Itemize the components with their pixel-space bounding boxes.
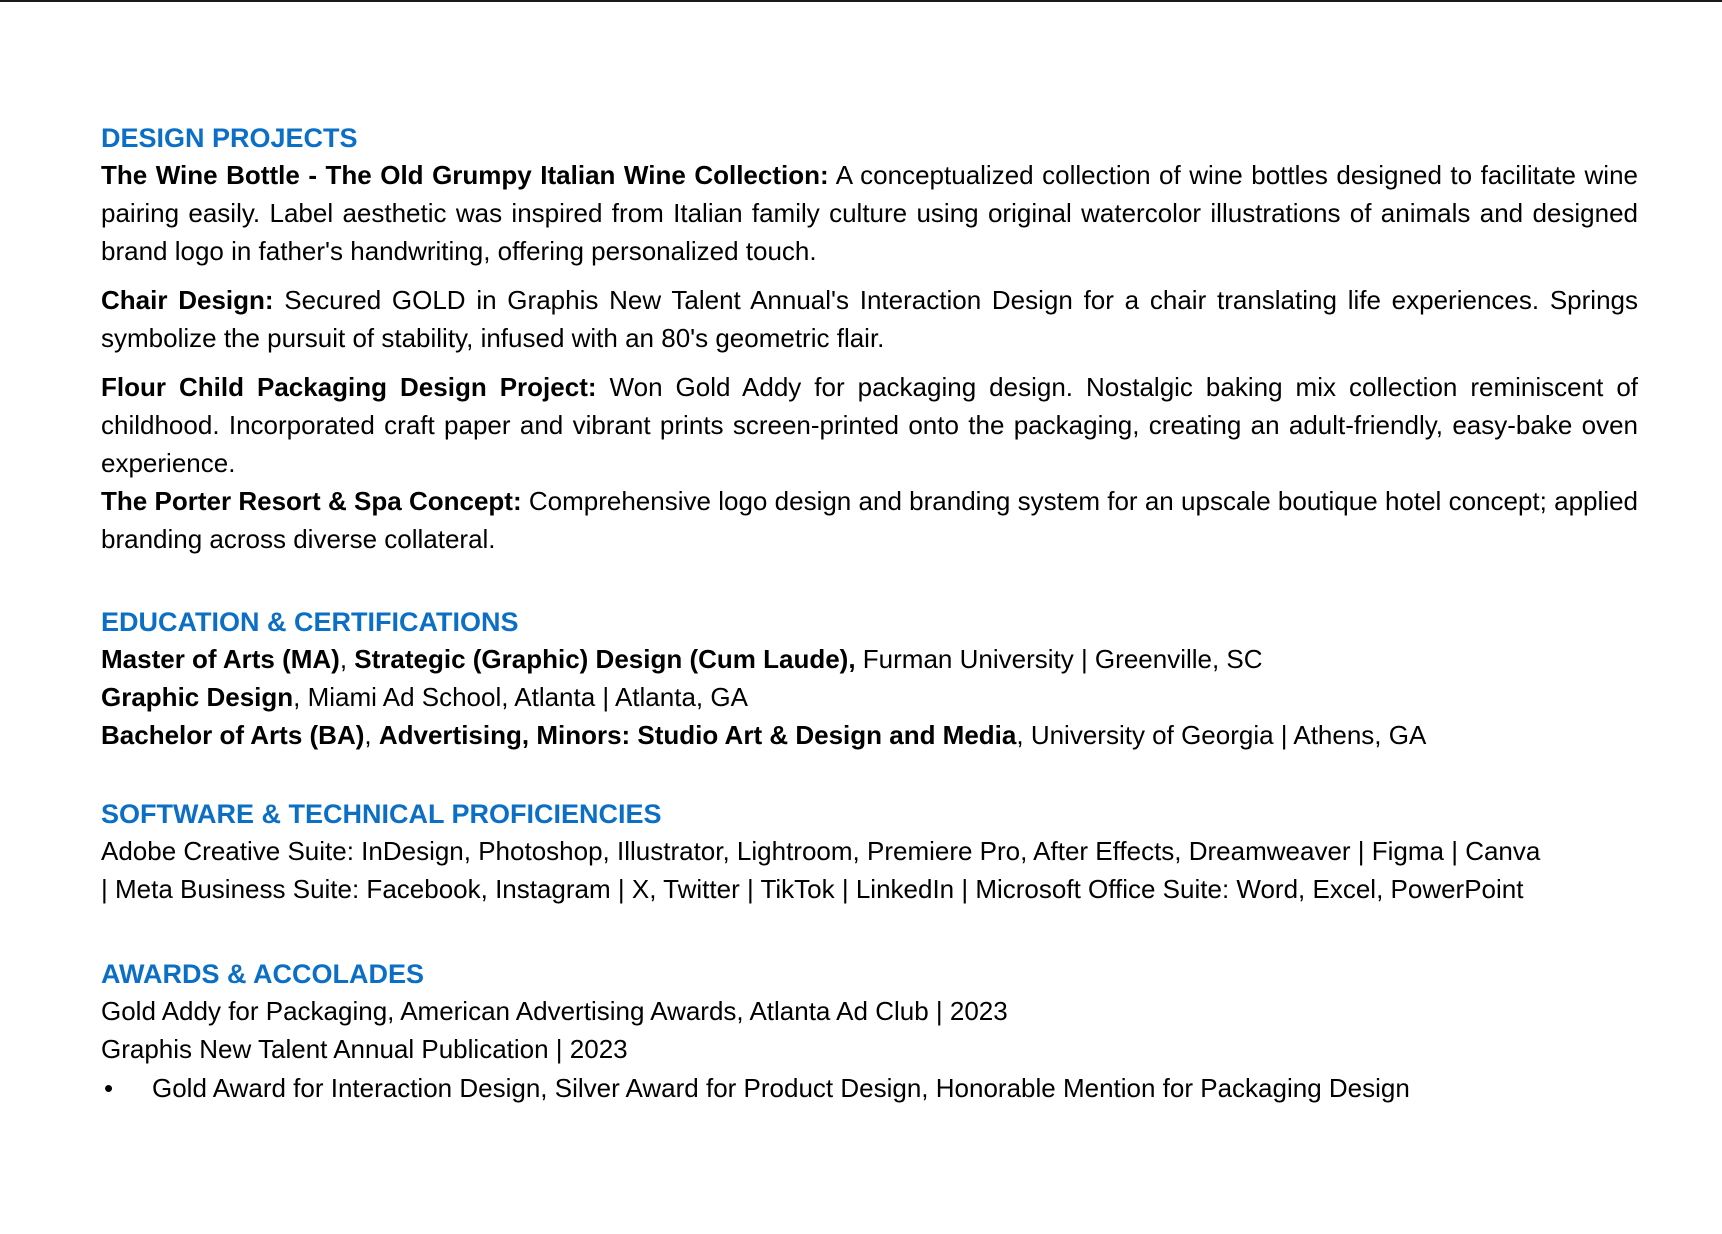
- project-title: The Wine Bottle - The Old Grumpy Italian Wine Collection:: [101, 160, 829, 190]
- school-name: , Miami Ad School, Atlanta | Atlanta, GA: [293, 682, 748, 712]
- education-section: [101, 604, 1426, 754]
- project-description: A conceptualized collection of wine bottles designed to facilitate wine pairing easily. Label aesthetic was inspired from Italian family culture using original watercolor illustrations of animals and designed brand logo in father's handwriting, offering personalized touch.: [101, 160, 1638, 266]
- project-wine-bottle: [101, 156, 1638, 270]
- software-heading: SOFTWARE & TECHNICAL PROFICIENCIES: [101, 799, 662, 829]
- design-projects-heading: DESIGN PROJECTS: [101, 123, 358, 153]
- separator: ,: [339, 644, 355, 674]
- project-description: Comprehensive logo design and branding system for an upscale boutique hotel concept; applied branding across diverse collateral.: [101, 486, 1638, 554]
- software-line-1: Adobe Creative Suite: InDesign, Photoshop, Illustrator, Lightroom, Premiere Pro, After Effects, Dreamweaver | Figma | Canva: [101, 836, 1541, 866]
- design-projects-section: [101, 120, 1638, 558]
- award-bullet-item: [101, 1068, 1410, 1108]
- project-title: The Porter Resort & Spa Concept:: [101, 486, 522, 516]
- software-section: [101, 796, 1540, 908]
- software-line-2: | Meta Business Suite: Facebook, Instagram | X, Twitter | TikTok | LinkedIn | Microsoft Office Suite: Word, Excel, PowerPoint: [101, 874, 1524, 904]
- award-bullet-text: Gold Award for Interaction Design, Silver Award for Product Design, Honorable Mention for Packaging Design: [152, 1073, 1410, 1103]
- school-name: , University of Georgia | Athens, GA: [1016, 720, 1427, 750]
- school-name: Furman University | Greenville, SC: [855, 644, 1263, 674]
- project-title: Flour Child Packaging Design Project:: [101, 372, 597, 402]
- degree-name: Master of Arts (MA): [101, 644, 340, 674]
- education-heading: EDUCATION & CERTIFICATIONS: [101, 607, 519, 637]
- degree-field: Strategic (Graphic) Design (Cum Laude),: [354, 644, 856, 674]
- project-description: Secured GOLD in Graphis New Talent Annual's Interaction Design for a chair translating life experiences. Springs symbolize the pursuit of stability, infused with an 80's geometric flair.: [101, 285, 1638, 353]
- project-porter-resort: [101, 482, 1638, 558]
- project-description: Won Gold Addy for packaging design. Nostalgic baking mix collection reminiscent of childhood. Incorporated craft paper and vibrant prints screen-printed onto the packaging, creating an adult-friendly, easy-bake oven experience.: [101, 372, 1639, 478]
- project-title: Chair Design:: [101, 285, 274, 315]
- award-line-1: Gold Addy for Packaging, American Advertising Awards, Atlanta Ad Club | 2023: [101, 996, 1008, 1026]
- degree-field: Advertising, Minors: Studio Art & Design and Media: [378, 720, 1017, 750]
- education-entry-graphic-design: [101, 678, 1426, 716]
- awards-heading: AWARDS & ACCOLADES: [101, 959, 425, 989]
- awards-section: [101, 956, 1410, 1108]
- education-entry-ba: [101, 716, 1426, 754]
- project-flour-child: [101, 368, 1638, 482]
- award-line-2: Graphis New Talent Annual Publication | 2023: [101, 1034, 628, 1064]
- education-entry-ma: [101, 640, 1426, 678]
- degree-name: Graphic Design: [101, 682, 294, 712]
- separator: ,: [364, 720, 379, 750]
- bullet-icon: •: [104, 1073, 114, 1103]
- top-border-rule: [0, 0, 1722, 2]
- degree-name: Bachelor of Arts (BA): [101, 720, 365, 750]
- project-chair-design: [101, 281, 1638, 357]
